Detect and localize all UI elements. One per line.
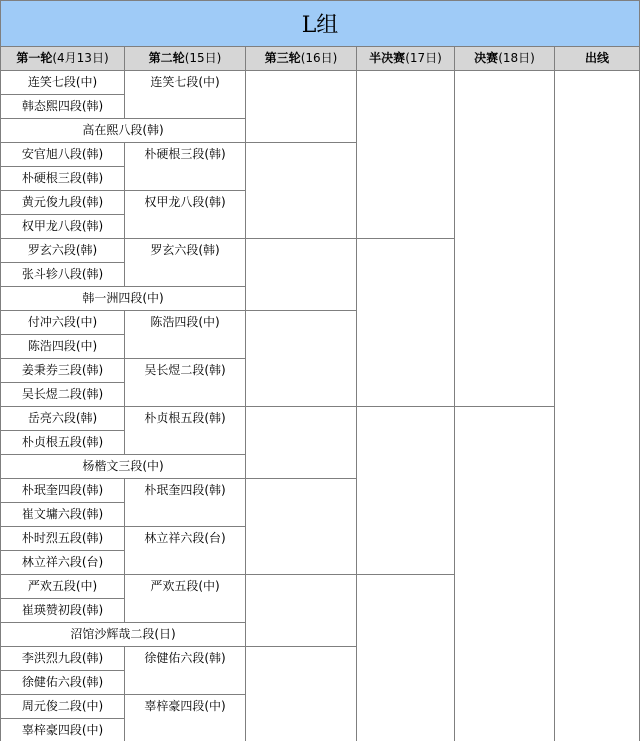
round2-winner: 朴硬根三段(韩) — [125, 143, 246, 191]
round3-slot — [246, 575, 357, 647]
round2-winner: 权甲龙八段(韩) — [125, 191, 246, 239]
header-round-name: 第二轮 — [148, 51, 185, 65]
semifinal-slot — [357, 407, 455, 575]
round1-player: 连笑七段(中) — [1, 71, 125, 95]
bye-player: 韩一洲四段(中) — [1, 287, 246, 311]
header-round-date: (15日) — [184, 51, 222, 65]
round3-slot — [246, 479, 357, 575]
final-slot — [455, 71, 555, 407]
round2-winner: 罗玄六段(韩) — [125, 239, 246, 287]
round1-player: 朴硬根三段(韩) — [1, 167, 125, 191]
round2-winner: 吴长煜二段(韩) — [125, 359, 246, 407]
bracket-row — [1, 71, 640, 95]
round1-player: 陈浩四段(中) — [1, 335, 125, 359]
round1-player: 付冲六段(中) — [1, 311, 125, 335]
group-title: L组 — [0, 0, 640, 46]
header-cell — [246, 47, 357, 71]
round1-player: 崔瑛赞初段(韩) — [1, 599, 125, 623]
round3-slot — [246, 647, 357, 741]
round1-player: 吴长煜二段(韩) — [1, 383, 125, 407]
round1-player: 辜梓豪四段(中) — [1, 719, 125, 741]
semifinal-slot — [357, 575, 455, 741]
header-cell — [455, 47, 555, 71]
round1-player: 周元俊二段(中) — [1, 695, 125, 719]
bye-player: 高在熙八段(韩) — [1, 119, 246, 143]
round2-winner: 严欢五段(中) — [125, 575, 246, 623]
semifinal-slot — [357, 239, 455, 407]
bracket-table — [0, 46, 640, 741]
bracket-body — [1, 71, 640, 741]
round3-slot — [246, 239, 357, 311]
round1-player: 岳亮六段(韩) — [1, 407, 125, 431]
bye-player: 杨楷文三段(中) — [1, 455, 246, 479]
header-round-date: (17日) — [405, 51, 442, 65]
header-round-name: 第三轮 — [264, 51, 301, 65]
round2-winner: 朴贞根五段(韩) — [125, 407, 246, 455]
round2-winner: 徐健佑六段(韩) — [125, 647, 246, 695]
round1-player: 安官旭八段(韩) — [1, 143, 125, 167]
round1-player: 张斗轸八段(韩) — [1, 263, 125, 287]
round1-player: 崔文墉六段(韩) — [1, 503, 125, 527]
round3-slot — [246, 143, 357, 239]
round2-winner: 朴珉奎四段(韩) — [125, 479, 246, 527]
round2-winner: 陈浩四段(中) — [125, 311, 246, 359]
round1-player: 李洪烈九段(韩) — [1, 647, 125, 671]
round1-player: 韩态熙四段(韩) — [1, 95, 125, 119]
bye-player: 沼馆沙辉哉二段(日) — [1, 623, 246, 647]
header-round-name: 出线 — [584, 51, 609, 65]
round1-player: 罗玄六段(韩) — [1, 239, 125, 263]
header-round-date: (16日) — [300, 51, 338, 65]
round3-slot — [246, 407, 357, 479]
round1-player: 朴贞根五段(韩) — [1, 431, 125, 455]
final-slot — [455, 407, 555, 741]
header-cell — [125, 47, 246, 71]
round1-player: 黄元俊九段(韩) — [1, 191, 125, 215]
header-round-name: 第一轮 — [16, 51, 53, 65]
round2-winner: 连笑七段(中) — [125, 71, 246, 119]
header-cell — [357, 47, 455, 71]
bracket-row — [1, 407, 640, 431]
round2-winner: 辜梓豪四段(中) — [125, 695, 246, 741]
round1-player: 严欢五段(中) — [1, 575, 125, 599]
round1-player: 朴珉奎四段(韩) — [1, 479, 125, 503]
round3-slot — [246, 71, 357, 143]
round1-player: 徐健佑六段(韩) — [1, 671, 125, 695]
round3-slot — [246, 311, 357, 407]
header-round-date: (18日) — [498, 51, 535, 65]
header-round-name: 决赛 — [474, 51, 499, 65]
qualifier-slot — [555, 71, 640, 741]
semifinal-slot — [357, 71, 455, 239]
header-round-name: 半决赛 — [369, 51, 406, 65]
header-cell — [555, 47, 640, 71]
round1-player: 林立祥六段(台) — [1, 551, 125, 575]
header-row — [1, 47, 640, 71]
round2-winner: 林立祥六段(台) — [125, 527, 246, 575]
header-cell — [1, 47, 125, 71]
round1-player: 姜秉券三段(韩) — [1, 359, 125, 383]
round1-player: 朴时烈五段(韩) — [1, 527, 125, 551]
header-round-date: (4月13日) — [52, 51, 109, 65]
round1-player: 权甲龙八段(韩) — [1, 215, 125, 239]
